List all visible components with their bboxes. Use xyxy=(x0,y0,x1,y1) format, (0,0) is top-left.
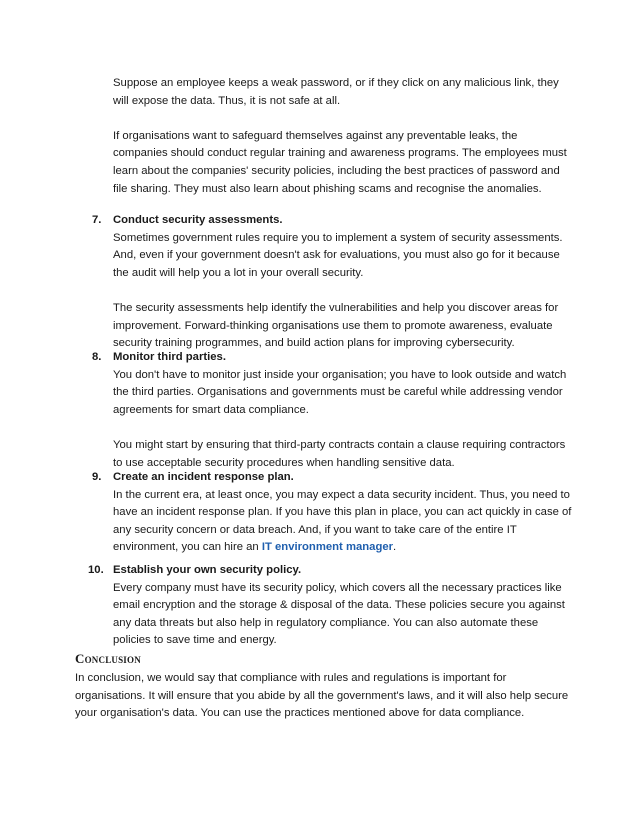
list-item-paragraph-1 xyxy=(113,487,573,557)
list-number: 7. xyxy=(92,214,102,226)
paragraph-text-end: . xyxy=(393,541,397,554)
list-item-paragraph-2: The security assessments help identify the vulnerabilities and help you discover areas for improvement. Forward-thinking organisations use them to promote awareness, evaluate security training programmes, and build action plans for improving cybersecurity. xyxy=(113,301,559,350)
intro-paragraph-2: If organisations want to safeguard themselves against any preventable leaks, the companies should conduct regular training and awareness programs. The employees must learn about the companies' security policies, including the best practices of password and file sharing. They must also learn about phishing scams and recognise the anomalies. xyxy=(113,129,567,195)
paragraph-text: In the current era, at least once, you may expect a data security incident. Thus, you need to have an incident response plan. If you have this plan in place, you can act quickly in case of any security concern or data breach. And, if you want to take care of the entire IT environment, you can hire an xyxy=(113,488,572,554)
list-item-paragraph-1: Every company must have its security policy, which covers all the necessary practices like email encryption and the storage & disposal of the data. These policies secure you against any data threats but also help in regulatory compliance. You can also automate these policies to save time and energy. xyxy=(113,581,565,647)
list-item-body xyxy=(113,349,573,472)
list-item-heading: Conduct security assessments. xyxy=(113,214,283,226)
list-item-heading: Create an incident response plan. xyxy=(113,471,294,483)
intro-paragraph-1: Suppose an employee keeps a weak password, or if they click on any malicious link, they will expose the data. Thus, it is not safe at all. xyxy=(113,77,559,107)
list-item-body xyxy=(113,212,573,353)
list-item-paragraph-2: You might start by ensuring that third-party contracts contain a clause requiring contractors to use acceptable security procedures when handling sensitive data. xyxy=(113,438,566,469)
list-item-paragraph-1: Sometimes government rules require you to implement a system of security assessments. And, even if your government doesn't ask for evaluations, you must also go for it because the audit will help you a lot in your overall security. xyxy=(113,231,563,279)
list-item-heading: Establish your own security policy. xyxy=(113,564,302,576)
list-number: 10. xyxy=(88,564,104,576)
it-environment-manager-link[interactable]: IT environment manager xyxy=(261,541,394,554)
list-number: 9. xyxy=(92,471,102,483)
intro-section xyxy=(113,75,573,198)
list-number: 8. xyxy=(92,351,102,363)
list-item-paragraph-1: You don't have to monitor just inside your organisation; you have to look outside and watch the third parties. Organisations and governments must be careful while addressing vendor agreements for smart data compliance. xyxy=(113,368,567,416)
conclusion-paragraph: In conclusion, we would say that compliance with rules and regulations is important for organisations. It will ensure that you abide by all the government's laws, and it will also help secure your organisation's data. You can use the practices mentioned above for data compliance. xyxy=(75,672,569,720)
list-item-heading: Monitor third parties. xyxy=(113,351,226,363)
conclusion-heading: Conclusion xyxy=(75,651,141,666)
list-item-body xyxy=(113,562,573,650)
list-item-body xyxy=(113,469,573,557)
